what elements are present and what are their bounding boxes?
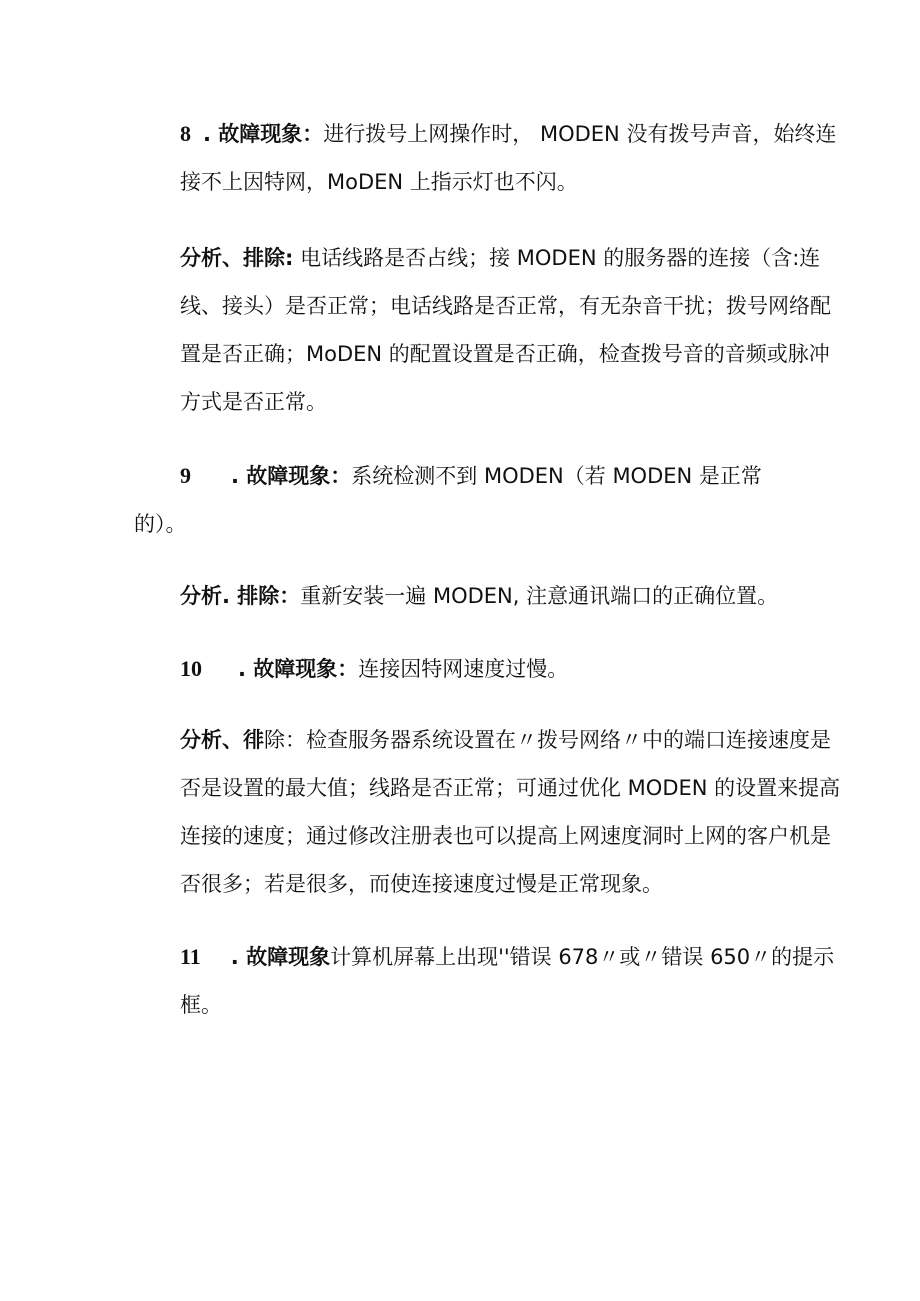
item-label: . 故障现象： (231, 464, 352, 488)
paragraph-item-11 (134, 933, 846, 1029)
analysis-label: 分析、排除: (180, 246, 294, 270)
item-label: . 故障现象： (238, 657, 359, 681)
paragraph-analysis-10 (134, 716, 846, 908)
item-text: 连接因特网速度过慢。 (358, 657, 569, 681)
paragraph-analysis-9 (134, 572, 846, 620)
paragraph-analysis-8 (134, 234, 846, 426)
analysis-label: 分析、徘 (180, 728, 264, 752)
item-text: 进行拨号上网操作时， MODEN 没有拨号声音，始终连接不上因特网，MoDEN 上指示灯也不闪。 (180, 122, 837, 194)
item-label: . 故障现象： (203, 122, 324, 146)
item-text: 计算机屏幕上出现''错误 678〃或〃错误 650〃的提示框。 (180, 945, 835, 1017)
item-text: 系统检测不到 MODEN（若 MODEN 是正常 (351, 464, 762, 488)
paragraph-item-9-continued (134, 500, 800, 548)
item-label: . 故障现象 (230, 945, 331, 969)
paragraph-item-10 (134, 645, 846, 693)
paragraph-item-9 (134, 452, 846, 500)
analysis-text: 重新安装一遍 MODEN, 注意通讯端口的正确位置。 (300, 584, 779, 608)
analysis-text: 除：检查服务器系统设置在〃拨号网络〃中的端口连接速度是否是设置的最大值；线路是否正常；可通过优化 MODEN 的设置来提高连接的速度；通过修改注册表也可以提高上网速度洞时上网的客户机是否很多；若是很多，而使连接速度过慢是正常现象。 (180, 728, 841, 896)
paragraph-item-8 (134, 110, 846, 206)
analysis-label: 分析. 排除： (180, 584, 301, 608)
item-number: 11 (180, 944, 201, 969)
item-text-continued: 的）。 (134, 512, 187, 536)
item-number: 8 (180, 121, 191, 146)
analysis-text: 电话线路是否占线；接 MODEN 的服务器的连接（含:连线、接头）是否正常；电话线路是否正常，有无杂音干扰；拨号网络配置是否正确；MoDEN 的配置设置是否正确，检查拨号音的音频或脉冲方式是否正常。 (180, 246, 831, 414)
item-number: 10 (180, 656, 202, 681)
item-number: 9 (180, 463, 191, 488)
